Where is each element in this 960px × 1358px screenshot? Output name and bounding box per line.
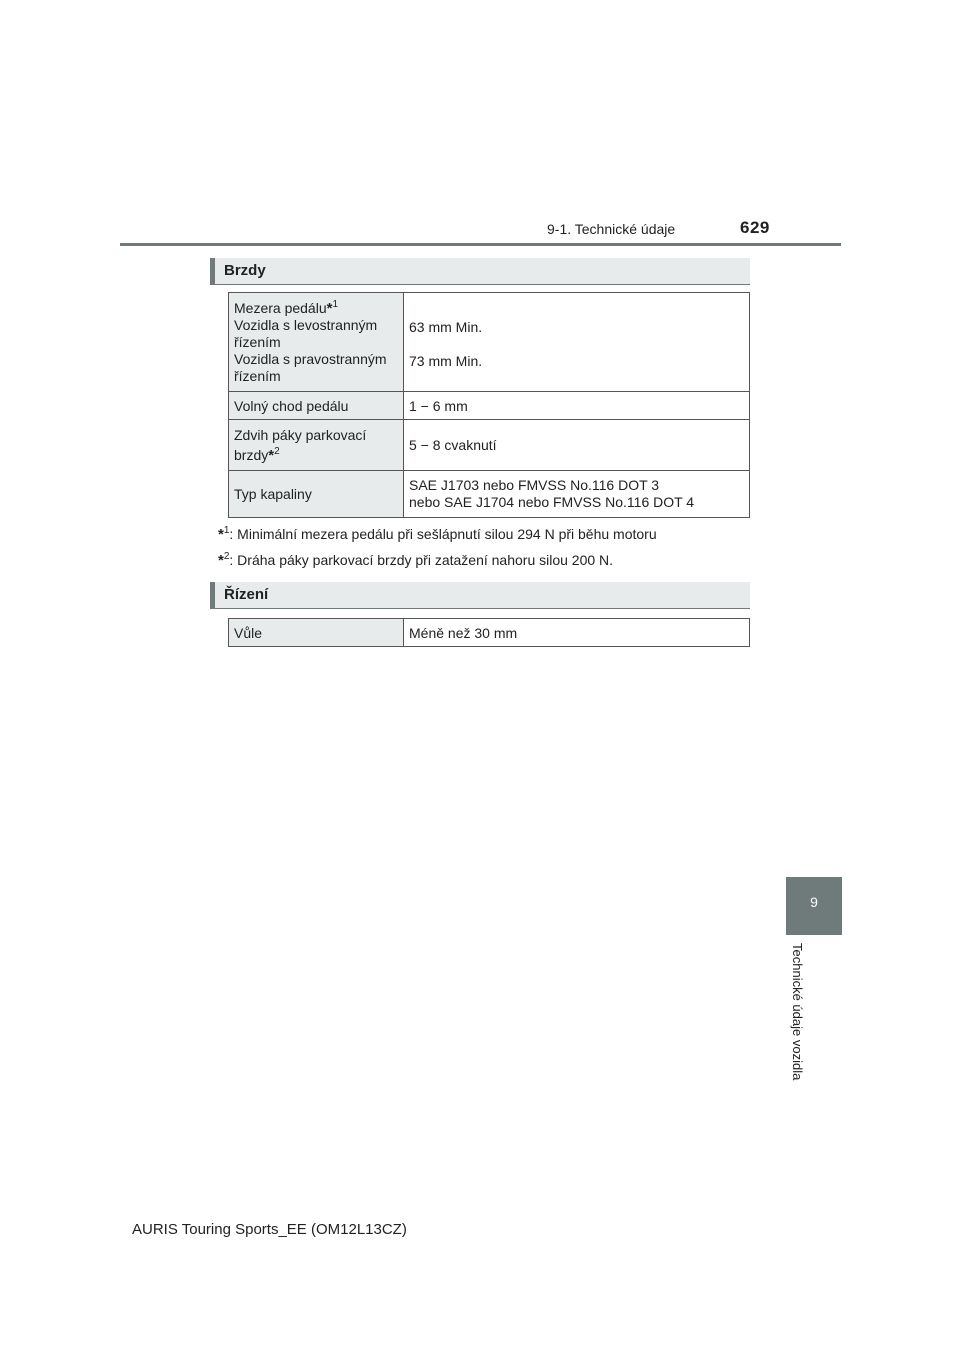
chapter-side-label (786, 943, 806, 1103)
table-key-cell (229, 420, 404, 471)
key-text: řízením (234, 333, 281, 350)
key-text: brzdy (234, 446, 269, 463)
value-text: 63 mm Min. (409, 318, 483, 335)
key-text: Vozidla s levostranným (234, 316, 378, 333)
table-key-cell: Typ kapaliny (229, 471, 404, 518)
table-value-cell: 5 − 8 cvaknutí (404, 420, 750, 471)
header-section-title: 9-1. Technické údaje (547, 221, 676, 237)
chapter-tab (786, 877, 842, 935)
footnote-text: : Minimální mezera pedálu při sešlápnutí silou 294 N při běhu motoru (229, 526, 657, 542)
chapter-title: Technické údaje vozidla (790, 943, 805, 1081)
steering-table (228, 618, 750, 647)
table-row (229, 619, 750, 647)
table-key-cell: Vůle (229, 619, 404, 647)
footnote-asterisk: * (218, 526, 224, 543)
key-text: Zdvih páky parkovací (234, 426, 367, 443)
footnote-number: 2 (223, 551, 230, 562)
footnote (218, 526, 657, 543)
footnote-ref: 1 (332, 298, 339, 310)
key-text: řízením (234, 367, 281, 384)
table-key-cell: Volný chod pedálu (229, 392, 404, 420)
section-bar-brakes (210, 258, 750, 285)
table-value-cell (404, 293, 750, 392)
footnote (218, 552, 613, 569)
table-value-cell (404, 471, 750, 518)
section-title-steering: Řízení (224, 586, 269, 603)
value-text: nebo SAE J1704 nebo FMVSS No.116 DOT 4 (409, 494, 695, 510)
table-value-cell: 1 − 6 mm (404, 392, 750, 420)
table-row (229, 293, 750, 392)
table-row (229, 392, 750, 420)
key-text: Vozidla s pravostranným (234, 350, 387, 367)
footnote-number: 1 (223, 525, 230, 536)
table-row (229, 471, 750, 518)
header-rule (120, 243, 841, 246)
value-text: 73 mm Min. (409, 352, 483, 369)
value-text: SAE J1703 nebo FMVSS No.116 DOT 3 (409, 477, 660, 493)
table-key-cell (229, 293, 404, 392)
footer-manual-id: AURIS Touring Sports_EE (OM12L13CZ) (132, 1221, 407, 1238)
chapter-number: 9 (810, 894, 818, 910)
section-bar-steering (210, 582, 750, 609)
footnote-text: : Dráha páky parkovací brzdy při zatažení nahoru silou 200 N. (229, 552, 614, 568)
section-title-brakes: Brzdy (224, 262, 266, 279)
brakes-table (228, 292, 750, 518)
key-text: Mezera pedálu (234, 299, 327, 316)
footnote-ref: 2 (274, 445, 280, 457)
page-number: 629 (740, 218, 770, 237)
table-row (229, 420, 750, 471)
footnote-asterisk: * (218, 552, 224, 569)
footnote-asterisk: * (268, 446, 275, 464)
footnote-asterisk: * (326, 299, 333, 317)
table-value-cell: Méně než 30 mm (404, 619, 750, 647)
